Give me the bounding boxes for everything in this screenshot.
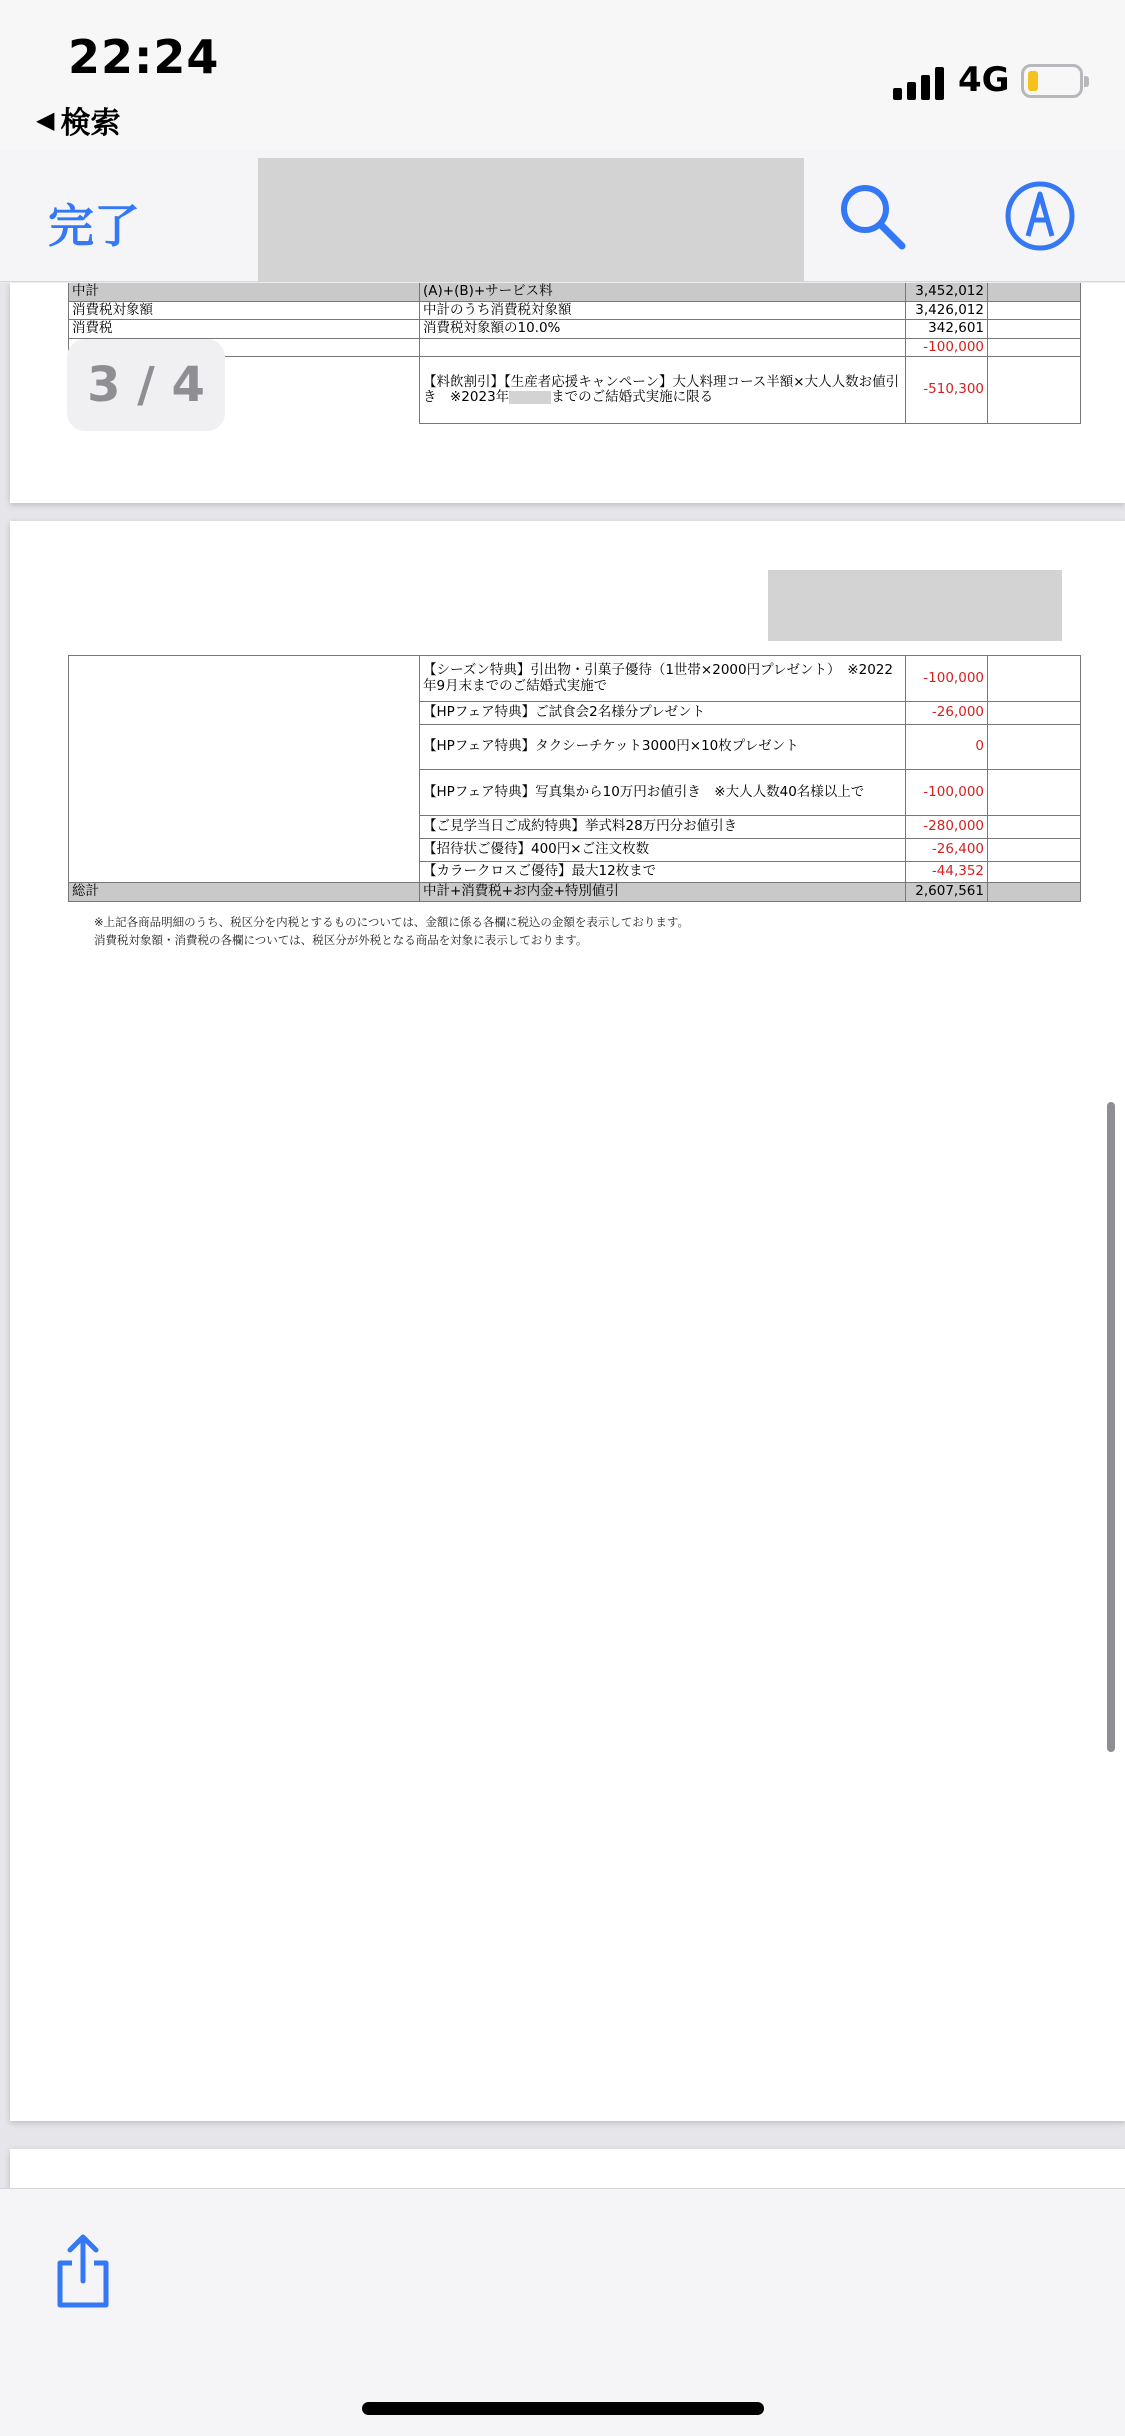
pdf-page-4 bbox=[10, 521, 1125, 2121]
row-amount: -26,000 bbox=[906, 702, 988, 725]
row-blank bbox=[988, 862, 1081, 883]
back-label: 検索 bbox=[60, 106, 121, 141]
total-desc: 中計+消費税+お内金+特別値引 bbox=[420, 883, 906, 902]
back-triangle-icon: ◀ bbox=[36, 106, 55, 134]
row-amount: -510,300 bbox=[906, 357, 988, 424]
bottom-toolbar bbox=[0, 2188, 1125, 2436]
row-blank bbox=[988, 283, 1081, 301]
network-type: 4G bbox=[958, 60, 1010, 100]
share-icon[interactable] bbox=[52, 2231, 114, 2311]
row-label bbox=[69, 656, 420, 883]
row-amount: 3,426,012 bbox=[906, 301, 988, 320]
row-blank bbox=[988, 839, 1081, 862]
desc-text: 【料飲割引】【生産者応援キャンペーン】大人料理コース半額×大人人数お値引き ※2023年 bbox=[423, 373, 900, 406]
redacted-date bbox=[509, 391, 551, 404]
row-blank bbox=[988, 816, 1081, 839]
row-amount: 342,601 bbox=[906, 320, 988, 339]
row-desc: 【シーズン特典】引出物・引菓子優待（1世帯×2000円プレゼント） ※2022年9月末までのご結婚式実施で bbox=[420, 656, 906, 702]
row-desc: 【招待状ご優待】400円×ご注文枚数 bbox=[420, 839, 906, 862]
row-blank bbox=[988, 725, 1081, 770]
row-blank bbox=[988, 320, 1081, 339]
back-to-search-link[interactable] bbox=[36, 98, 120, 142]
pdf-page-3 bbox=[10, 283, 1125, 503]
table-row bbox=[69, 656, 1081, 702]
row-label: 消費税 bbox=[69, 320, 420, 339]
done-button[interactable]: 完了 bbox=[48, 199, 140, 253]
row-amount: 0 bbox=[906, 725, 988, 770]
row-blank bbox=[988, 883, 1081, 902]
nav-bar bbox=[0, 150, 1125, 282]
page-indicator: 3 / 4 bbox=[67, 339, 225, 431]
vertical-scrollbar[interactable] bbox=[1107, 1102, 1115, 1752]
row-desc bbox=[420, 357, 906, 424]
total-label: 総計 bbox=[69, 883, 420, 902]
row-blank bbox=[988, 702, 1081, 725]
redacted-title bbox=[258, 158, 804, 282]
row-desc: 中計のうち消費税対象額 bbox=[420, 301, 906, 320]
row-blank bbox=[988, 357, 1081, 424]
discount-table bbox=[68, 655, 1081, 902]
home-indicator bbox=[362, 2402, 764, 2415]
footnote-line: 消費税対象額・消費税の各欄については、税区分が外税となる商品を対象に表示しております。 bbox=[94, 933, 588, 947]
row-desc: 【HPフェア特典】写真集から10万円お値引き ※大人人数40名様以上で bbox=[420, 770, 906, 816]
total-row bbox=[69, 883, 1081, 902]
row-amount: -100,000 bbox=[906, 770, 988, 816]
row-desc: (A)+(B)+サービス料 bbox=[420, 283, 906, 301]
row-label: 消費税対象額 bbox=[69, 301, 420, 320]
desc-text: までのご結婚式実施に限る bbox=[551, 389, 714, 406]
row-desc: 【ご見学当日ご成約特典】挙式料28万円分お値引き bbox=[420, 816, 906, 839]
pdf-page-next bbox=[10, 2149, 1125, 2188]
row-amount: -280,000 bbox=[906, 816, 988, 839]
footnote-line: ※上記各商品明細のうち、税区分を内税とするものについては、金額に係る各欄に税込の金額を表示しております。 bbox=[94, 915, 689, 929]
row-desc: 【HPフェア特典】タクシーチケット3000円×10枚プレゼント bbox=[420, 725, 906, 770]
battery-icon bbox=[1021, 64, 1083, 98]
row-amount: -100,000 bbox=[906, 338, 988, 357]
status-bar bbox=[0, 0, 1125, 150]
row-desc: 消費税対象額の10.0% bbox=[420, 320, 906, 339]
row-blank bbox=[988, 301, 1081, 320]
row-blank bbox=[988, 770, 1081, 816]
row-desc: 【HPフェア特典】ご試食会2名様分プレゼント bbox=[420, 702, 906, 725]
markup-pen-icon[interactable] bbox=[1004, 180, 1076, 252]
document-viewer[interactable] bbox=[0, 283, 1125, 2188]
cellular-signal-icon bbox=[893, 66, 944, 100]
row-blank bbox=[988, 338, 1081, 357]
row-amount: 3,452,012 bbox=[906, 283, 988, 301]
row-amount: -44,352 bbox=[906, 862, 988, 883]
row-label: 中計 bbox=[69, 283, 420, 301]
status-time: 22:24 bbox=[68, 30, 220, 84]
table-row bbox=[69, 301, 1081, 320]
footnotes bbox=[94, 913, 689, 949]
row-amount: -26,400 bbox=[906, 839, 988, 862]
row-desc: 【カラークロスご優待】最大12枚まで bbox=[420, 862, 906, 883]
row-desc bbox=[420, 338, 906, 357]
total-amount: 2,607,561 bbox=[906, 883, 988, 902]
row-amount: -100,000 bbox=[906, 656, 988, 702]
redacted-header bbox=[768, 570, 1062, 641]
table-row bbox=[69, 283, 1081, 301]
table-row bbox=[69, 320, 1081, 339]
search-icon[interactable] bbox=[836, 180, 908, 252]
row-blank bbox=[988, 656, 1081, 702]
